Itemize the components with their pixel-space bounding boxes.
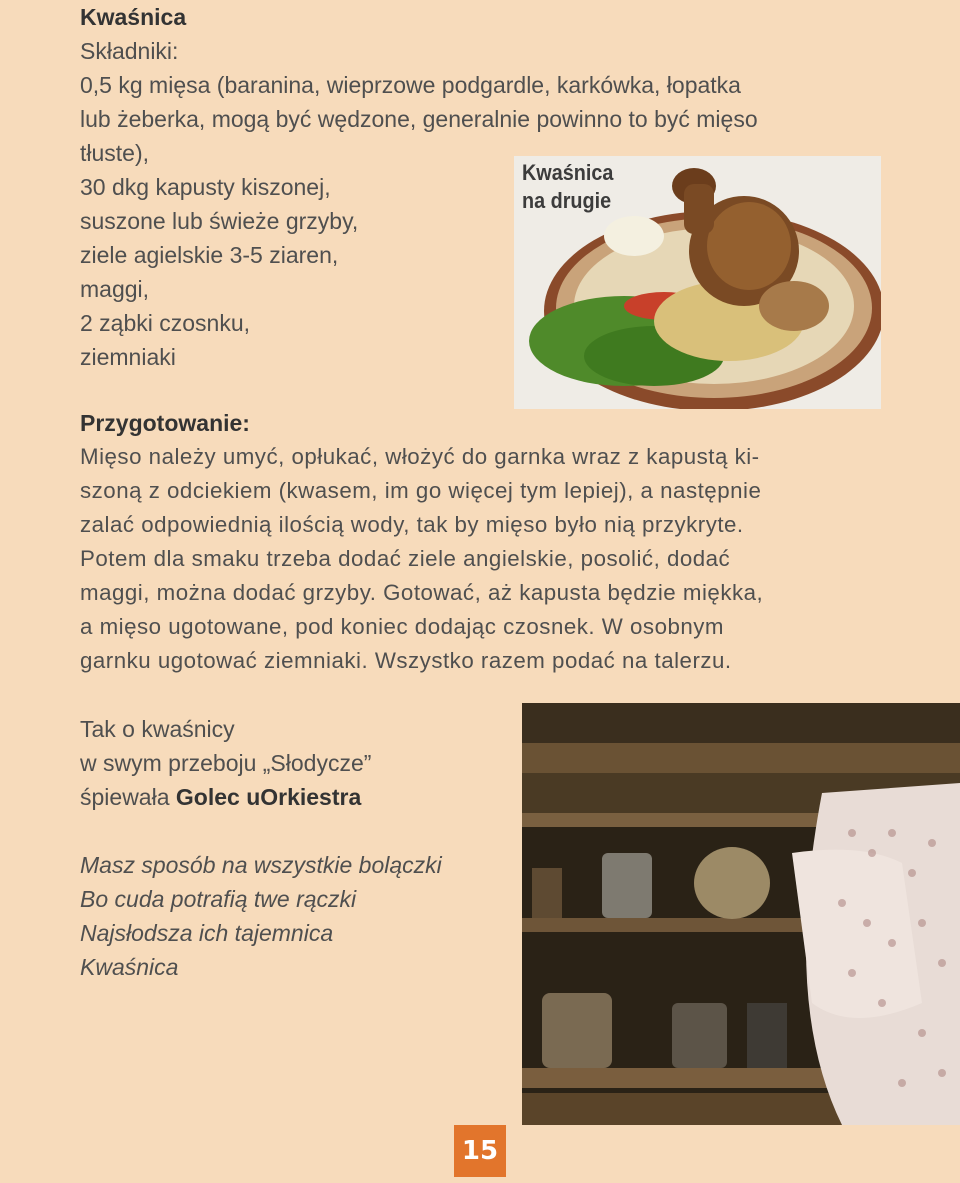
preparation-line: Potem dla smaku trzeba dodać ziele angielskie, posolić, dodać bbox=[80, 546, 731, 571]
preparation-line: zalać odpowiednią ilością wody, tak by mięso było nią przykryte. bbox=[80, 512, 744, 537]
preparation-line: a mięso ugotowane, pod koniec dodając czosnek. W osobnym bbox=[80, 614, 724, 639]
song-line: w swym przeboju „Słodycze” bbox=[80, 750, 372, 776]
song-line-prefix: śpiewała bbox=[80, 784, 176, 810]
ingredient-line: 0,5 kg mięsa (baranina, wieprzowe podgardle, karkówka, łopatka bbox=[80, 72, 741, 98]
song-lyrics bbox=[80, 848, 442, 984]
caption-line: Kwaśnica bbox=[522, 160, 614, 185]
preparation-line: garnku ugotować ziemniaki. Wszystko razem podać na talerzu. bbox=[80, 648, 732, 673]
lyric-line: Najsłodsza ich tajemnica bbox=[80, 920, 334, 946]
dish-photo-caption bbox=[522, 159, 613, 215]
shelf-illustration bbox=[522, 703, 960, 1125]
lyric-line: Kwaśnica bbox=[80, 954, 179, 980]
page-number-badge: 15 bbox=[454, 1125, 506, 1177]
preparation-line: Mięso należy umyć, opłukać, włożyć do garnka wraz z kapustą ki- bbox=[80, 444, 760, 469]
lyric-line: Bo cuda potrafią twe rączki bbox=[80, 886, 357, 912]
ingredient-line: 2 ząbki czosnku, bbox=[80, 310, 251, 336]
preparation-header: Przygotowanie: bbox=[80, 410, 250, 436]
kitchen-shelf-photo bbox=[522, 703, 960, 1125]
preparation-line: maggi, można dodać grzyby. Gotować, aż kapusta będzie miękka, bbox=[80, 580, 764, 605]
preparation-line: szoną z odciekiem (kwasem, im go więcej tym lepiej), a następnie bbox=[80, 478, 762, 503]
song-line bbox=[80, 780, 371, 814]
ingredient-line: tłuste), bbox=[80, 140, 150, 166]
preparation-section bbox=[80, 406, 880, 678]
ingredient-line: ziemniaki bbox=[80, 344, 176, 370]
artist-name: Golec uOrkiestra bbox=[175, 784, 362, 810]
lyric-line: Masz sposób na wszystkie bolączki bbox=[80, 852, 442, 878]
ingredient-line: maggi, bbox=[80, 276, 150, 302]
recipe-title: Kwaśnica bbox=[80, 4, 187, 30]
ingredient-line: ziele agielskie 3-5 ziaren, bbox=[80, 242, 339, 268]
ingredients-header: Składniki: bbox=[80, 38, 179, 64]
dish-photo bbox=[514, 156, 881, 409]
ingredient-line: 30 dkg kapusty kiszonej, bbox=[80, 174, 331, 200]
song-intro bbox=[80, 712, 371, 814]
caption-line: na drugie bbox=[522, 188, 612, 213]
ingredient-line: suszone lub świeże grzyby, bbox=[80, 208, 359, 234]
ingredient-line: lub żeberka, mogą być wędzone, generalnie powinno to być mięso bbox=[80, 106, 758, 132]
song-line: Tak o kwaśnicy bbox=[80, 716, 235, 742]
